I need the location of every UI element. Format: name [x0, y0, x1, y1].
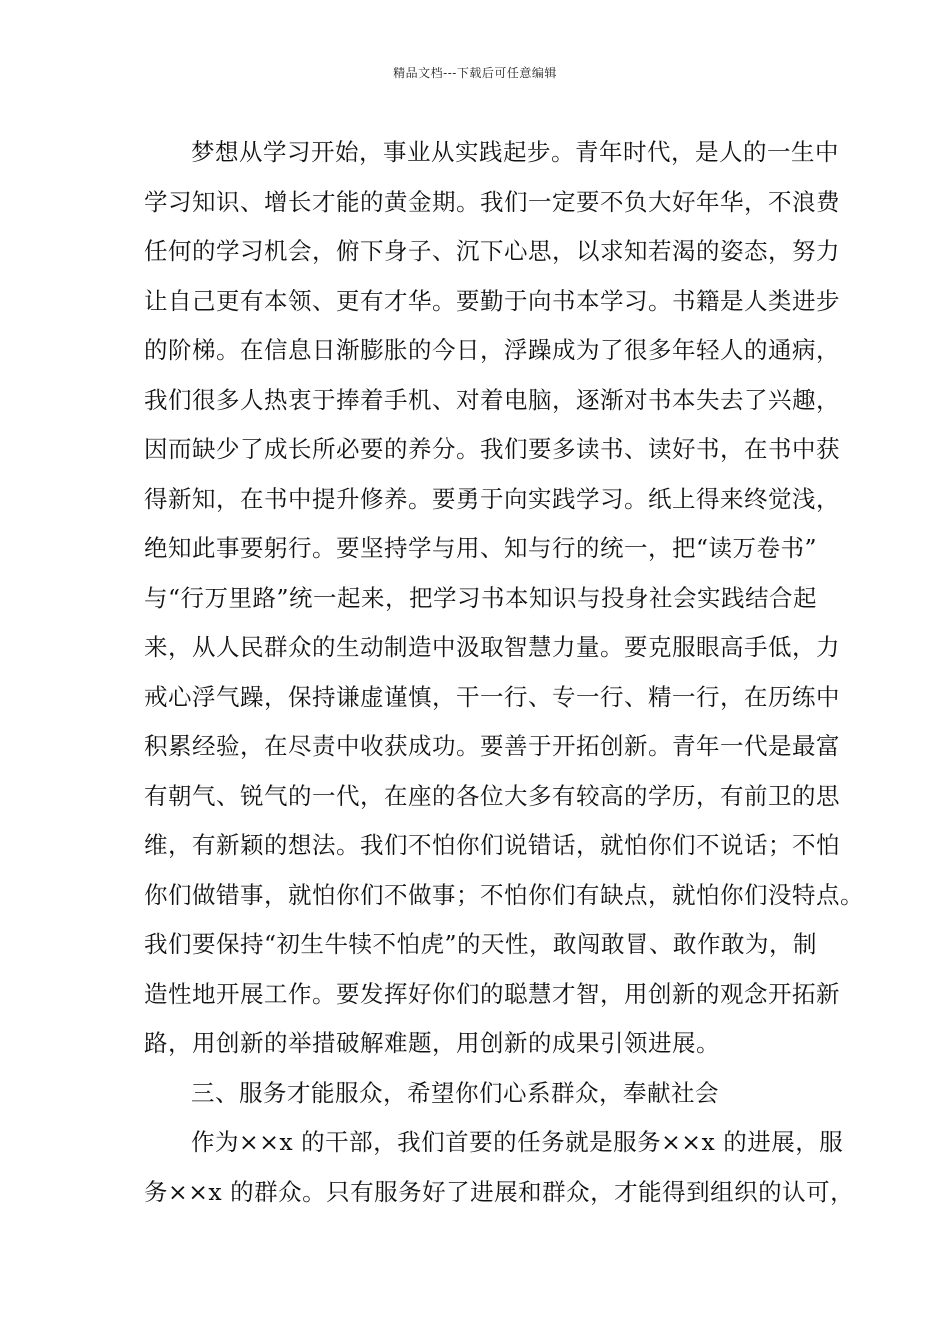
section-heading: 三、服务才能服众，希望你们心系群众，奉献社会 [191, 1078, 719, 1107]
paragraph-line: 你们做错事，就怕你们不做事；不怕你们有缺点，就怕你们没特点。 [144, 880, 864, 909]
paragraph-line: 路，用创新的举措破解难题，用创新的成果引领进展。 [144, 1029, 720, 1057]
paragraph-line: 维，有新颖的想法。我们不怕你们说错话，就怕你们不说话；不怕 [144, 831, 840, 859]
paragraph-line: 来，从人民群众的生动制造中汲取智慧力量。要克服眼高手低，力 [144, 633, 840, 661]
paragraph-line: 的阶梯。在信息日渐膨胀的今日，浮躁成为了很多年轻人的通病， [144, 336, 840, 364]
paragraph-line: 我们很多人热衷于捧着手机、对着电脑，逐渐对书本失去了兴趣， [144, 385, 840, 414]
paragraph-line: 梦想从学习开始，事业从实践起步。青年时代，是人的一生中 [191, 138, 839, 166]
paragraph-line: 学习知识、增长才能的黄金期。我们一定要不负大好年华，不浪费 [144, 187, 840, 216]
paragraph-line: 务××x 的群众。只有服务好了进展和群众，才能得到组织的认可， [144, 1177, 855, 1206]
paragraph-line: 任何的学习机会，俯下身子、沉下心思，以求知若渴的姿态，努力 [144, 237, 840, 265]
page-header: 精品文档---下载后可任意编辑 [393, 66, 557, 80]
paragraph-line: 让自己更有本领、更有才华。要勤于向书本学习。书籍是人类进步 [144, 286, 840, 315]
paragraph-line: 戒心浮气躁，保持谦虚谨慎，干一行、专一行、精一行，在历练中 [144, 682, 840, 711]
paragraph-line: 我们要保持“初生牛犊不怕虎”的天性，敢闯敢冒、敢作敢为，制 [144, 930, 818, 958]
document-body [144, 128, 864, 1217]
paragraph-line: 得新知，在书中提升修养。要勇于向实践学习。纸上得来终觉浅， [144, 484, 840, 513]
paragraph-line: 与“行万里路”统一起来，把学习书本知识与投身社会实践结合起 [144, 583, 818, 612]
paragraph-line: 有朝气、锐气的一代，在座的各位大多有较高的学历，有前卫的思 [144, 781, 840, 810]
paragraph-line: 作为××x 的干部，我们首要的任务就是服务××x 的进展，服 [191, 1128, 844, 1156]
paragraph-line: 绝知此事要躬行。要坚持学与用、知与行的统一，把“读万卷书” [144, 534, 818, 562]
paragraph-line: 因而缺少了成长所必要的养分。我们要多读书、读好书，在书中获 [144, 435, 840, 463]
paragraph-line: 造性地开展工作。要发挥好你们的聪慧才智，用创新的观念开拓新 [144, 979, 840, 1008]
paragraph-line: 积累经验，在尽责中收获成功。要善于开拓创新。青年一代是最富 [144, 732, 840, 760]
